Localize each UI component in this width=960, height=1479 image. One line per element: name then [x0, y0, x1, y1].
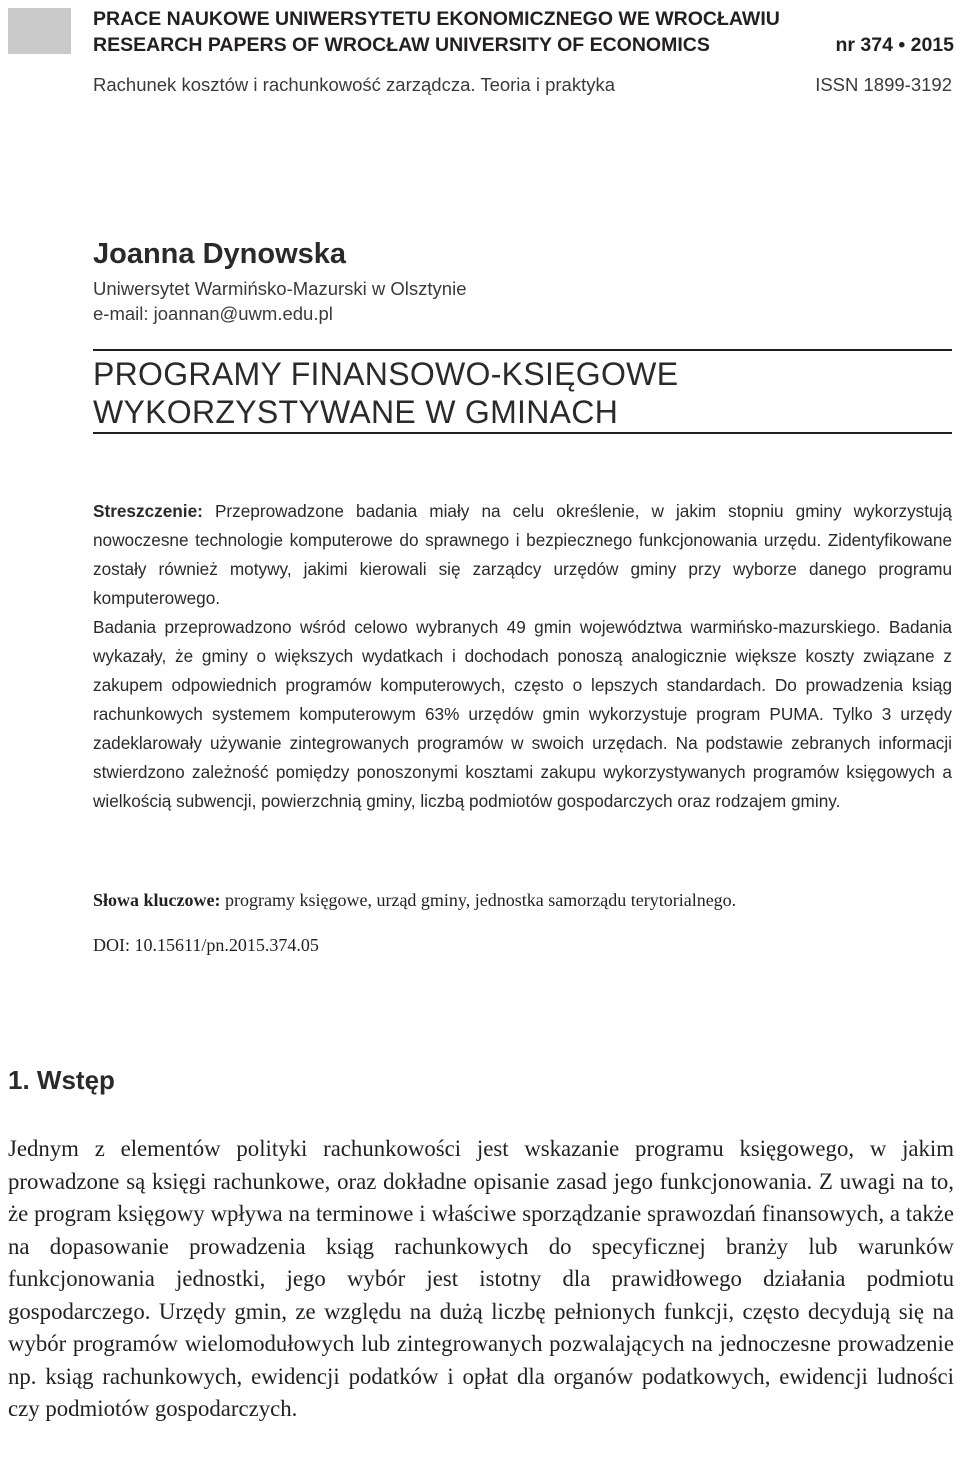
- author-affiliation-block: [93, 276, 467, 326]
- journal-title-english-row: [93, 34, 954, 57]
- paper-title-line-1: PROGRAMY FINANSOWO-KSIĘGOWE: [93, 356, 679, 392]
- title-rule-bottom: [93, 432, 952, 434]
- keywords-label: Słowa kluczowe:: [93, 890, 221, 910]
- abstract: [93, 497, 952, 816]
- paper-title: [93, 355, 678, 431]
- series-row: [93, 74, 952, 96]
- abstract-label: Streszczenie:: [93, 501, 203, 521]
- paper-title-line-2: WYKORZYSTYWANE W GMINACH: [93, 394, 619, 430]
- journal-issue: nr 374 • 2015: [835, 34, 954, 56]
- author-email: e-mail: joannan@uwm.edu.pl: [93, 303, 333, 324]
- journal-title-polish: PRACE NAUKOWE UNIWERSYTETU EKONOMICZNEGO WE WROCŁAWIU: [93, 8, 780, 30]
- abstract-paragraph-2: Badania przeprowadzono wśród celowo wybranych 49 gmin województwa warmińsko-mazurskiego. Badania wykazały, że gminy o większych wydatkach i dochodach ponoszą analogicznie większe koszty związane z zakupem odpowiednich programów komputerowych, często o lepszych standardach. Do prowadzenia ksiąg rachunkowych systemem komputerowym 63% urzędów gmin wykorzystuje program PUMA. Tylko 3 urzędy zadeklarowały używanie zintegrowanych programów w swoich urzędach. Na podstawie zebranych informacji stwierdzono zależność pomiędzy ponoszonymi kosztami zakupu wykorzystywanych programów księgowych a wielkością subwencji, powierzchnią gminy, liczbą podmiotów gospodarczych oraz rodzajem gminy.: [93, 617, 952, 811]
- doi: DOI: 10.15611/pn.2015.374.05: [93, 935, 319, 955]
- keywords: [93, 886, 952, 914]
- abstract-paragraph-1: [93, 497, 952, 613]
- section-paragraph: Jednym z elementów polityki rachunkowości jest wskazanie programu księgowego, w jakim prowadzone są księgi rachunkowe, oraz dokładne opisanie zasad jego funkcjonowania. Z uwagi na to, że program księgowy wpływa na terminowe i właściwe sporządzanie sprawozdań finansowych, a także na dopasowanie prowadzenia ksiąg rachunkowych do specyficznej branży lub warunków funkcjonowania jednostki, jego wybór jest istotny dla prawidłowego działania podmiotu gospodarczego. Urzędy gmin, ze względu na dużą liczbę pełnionych funkcji, często decydują się na wybór programów wielomodułowych lub zintegrowanych pozwalających na jednoczesne prowadzenie np. ksiąg rachunkowych, ewidencji podatków i opłat dla organów podatkowych, ewidencji ludności czy podmiotów gospodarczych.: [8, 1136, 954, 1421]
- abstract-text-1: Przeprowadzone badania miały na celu określenie, w jakim stopniu gminy wykorzystują nowoczesne technologie komputerowe do sprawnego i bezpiecznego funkcjonowania urzędu. Zidentyfikowane zostały również motywy, jakimi kierowali się zarządcy urzędów gminy przy wyborze danego programu komputerowego.: [93, 501, 952, 608]
- section-body: [8, 1133, 954, 1426]
- issn: ISSN 1899-3192: [815, 74, 952, 95]
- keywords-text: programy księgowe, urząd gminy, jednostka samorządu terytorialnego.: [225, 890, 737, 910]
- journal-title-english: RESEARCH PAPERS OF WROCŁAW UNIVERSITY OF ECONOMICS: [93, 34, 710, 56]
- section-heading: 1. Wstęp: [8, 1065, 115, 1095]
- author-name: Joanna Dynowska: [93, 238, 347, 270]
- header-gray-block: [8, 8, 71, 54]
- author-affiliation: Uniwersytet Warmińsko-Mazurski w Olsztynie: [93, 278, 467, 299]
- series-title: Rachunek kosztów i rachunkowość zarządcza. Teoria i praktyka: [93, 74, 616, 95]
- title-rule-top: [93, 349, 952, 351]
